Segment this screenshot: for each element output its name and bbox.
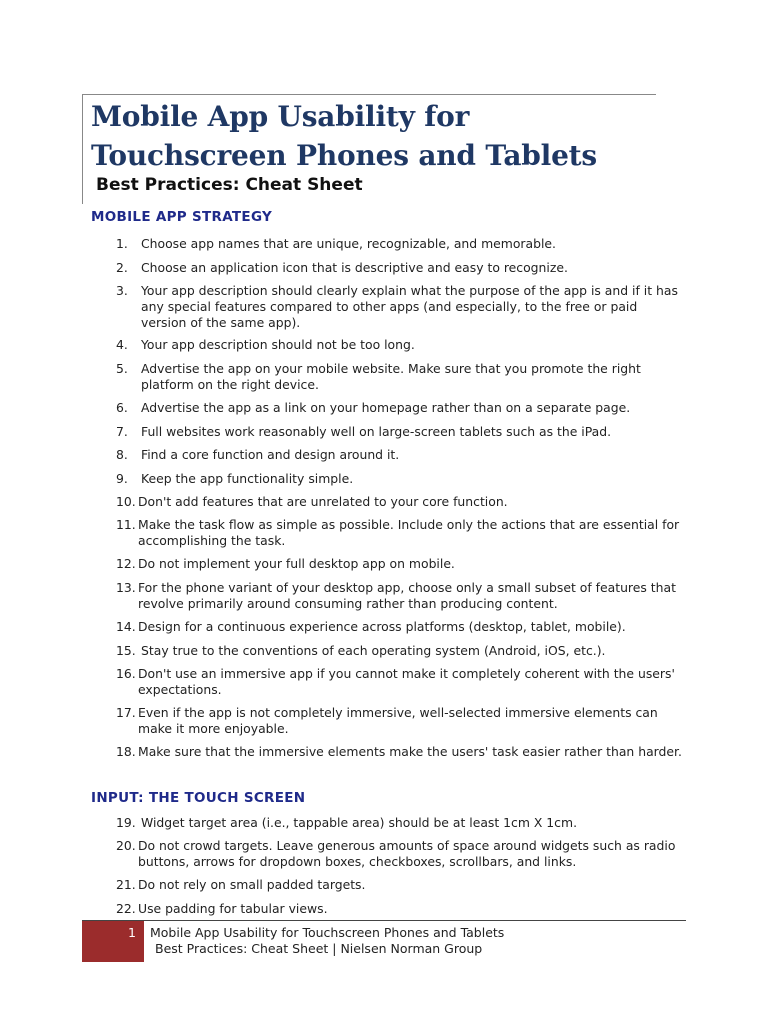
list-text: Don't use an immersive app if you cannot make it completely coherent with the users' expectations. xyxy=(138,666,675,697)
list-item xyxy=(116,556,686,572)
list-text: Choose app names that are unique, recognizable, and memorable. xyxy=(141,236,556,251)
list-number: 16. xyxy=(116,666,136,681)
list-text: Design for a continuous experience across platforms (desktop, tablet, mobile). xyxy=(138,619,626,634)
list-text: Make sure that the immersive elements make the users' task easier rather than harder. xyxy=(138,744,682,759)
list-text: For the phone variant of your desktop app, choose only a small subset of features that revolve primarily around consuming rather than producing content. xyxy=(138,580,676,611)
list-text: Full websites work reasonably well on large-screen tablets such as the iPad. xyxy=(141,424,612,439)
list-item xyxy=(116,666,686,697)
list-item xyxy=(116,877,686,893)
list-text: Stay true to the conventions of each operating system (Android, iOS, etc.). xyxy=(141,643,606,658)
list-text: Your app description should clearly explain what the purpose of the app is and if it has any special features compared to other apps (and especially, to the free or paid version of the same app). xyxy=(141,283,678,330)
list-item xyxy=(116,337,686,353)
list-number: 3. xyxy=(116,283,128,298)
list-number: 19. xyxy=(116,815,136,830)
list-text: Make the task flow as simple as possible. Include only the actions that are essential for accomplishing the task. xyxy=(138,517,680,548)
list-item xyxy=(116,361,686,392)
list-item xyxy=(116,283,686,330)
list-item xyxy=(116,400,686,416)
list-number: 7. xyxy=(116,424,128,439)
list-item xyxy=(116,260,686,276)
list-item xyxy=(116,705,686,736)
list-item xyxy=(116,619,686,635)
list-text: Advertise the app on your mobile website. Make sure that you promote the right platform on the right device. xyxy=(141,361,641,392)
list-item xyxy=(116,901,686,917)
list-text: Advertise the app as a link on your homepage rather than on a separate page. xyxy=(141,400,631,415)
page-subtitle: Best Practices: Cheat Sheet xyxy=(96,175,363,195)
list-item xyxy=(116,236,686,252)
list-item xyxy=(116,815,686,831)
list-number: 18. xyxy=(116,744,136,759)
list-item xyxy=(116,424,686,440)
list-text: Your app description should not be too long. xyxy=(141,337,415,352)
list-number: 14. xyxy=(116,619,136,634)
header-rule xyxy=(82,94,656,95)
page-title xyxy=(91,97,597,175)
title-line-2: Touchscreen Phones and Tablets xyxy=(91,139,597,172)
list-text: Don't add features that are unrelated to your core function. xyxy=(138,494,508,509)
list-text: Do not crowd targets. Leave generous amounts of space around widgets such as radio buttons, arrows for dropdown boxes, checkboxes, scrollbars, and links. xyxy=(138,838,676,869)
header-left-rule xyxy=(82,94,83,204)
list-number: 10. xyxy=(116,494,136,509)
list-text: Use padding for tabular views. xyxy=(138,901,328,916)
list-item xyxy=(116,471,686,487)
list-text: Widget target area (i.e., tappable area) should be at least 1cm X 1cm. xyxy=(141,815,578,830)
list-number: 8. xyxy=(116,447,128,462)
list-number: 12. xyxy=(116,556,136,571)
footer-rule xyxy=(82,920,686,921)
list-number: 4. xyxy=(116,337,128,352)
list-number: 11. xyxy=(116,517,136,532)
list-text: Choose an application icon that is descriptive and easy to recognize. xyxy=(141,260,568,275)
list-number: 6. xyxy=(116,400,128,415)
list-number: 5. xyxy=(116,361,128,376)
list-item xyxy=(116,580,686,611)
list-text: Do not implement your full desktop app on mobile. xyxy=(138,556,455,571)
list-item xyxy=(116,494,686,510)
list-text: Even if the app is not completely immersive, well-selected immersive elements can make it more enjoyable. xyxy=(138,705,658,736)
list-number: 21. xyxy=(116,877,136,892)
list-number: 2. xyxy=(116,260,128,275)
footer-title: Mobile App Usability for Touchscreen Phones and Tablets xyxy=(150,925,505,940)
list-number: 17. xyxy=(116,705,136,720)
list-number: 1. xyxy=(116,236,128,251)
list-text: Do not rely on small padded targets. xyxy=(138,877,366,892)
section-heading-input: INPUT: THE TOUCH SCREEN xyxy=(91,790,306,806)
list-item xyxy=(116,744,686,760)
list-number: 15. xyxy=(116,643,136,658)
list-text: Find a core function and design around it. xyxy=(141,447,400,462)
list-number: 9. xyxy=(116,471,128,486)
section-heading-strategy: MOBILE APP STRATEGY xyxy=(91,209,273,225)
list-item xyxy=(116,517,686,548)
list-item xyxy=(116,447,686,463)
footer-subtitle: Best Practices: Cheat Sheet | Nielsen Norman Group xyxy=(155,941,483,956)
list-item xyxy=(116,838,686,869)
list-number: 22. xyxy=(116,901,136,916)
title-line-1: Mobile App Usability for xyxy=(91,100,470,133)
list-number: 13. xyxy=(116,580,136,595)
list-item xyxy=(116,643,686,659)
list-text: Keep the app functionality simple. xyxy=(141,471,354,486)
page-number: 1 xyxy=(128,925,136,940)
list-number: 20. xyxy=(116,838,136,853)
